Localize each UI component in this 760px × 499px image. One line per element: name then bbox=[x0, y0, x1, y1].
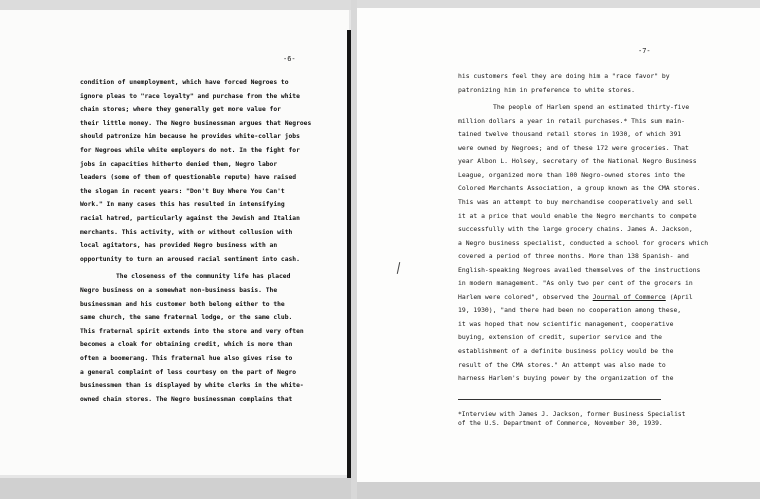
text-line: racial hatred, particularly against the Jewish and Italian bbox=[80, 215, 300, 222]
text-line: should patronize him because he provides white-collar jobs bbox=[80, 133, 300, 141]
text-line: The closeness of the community life has placed bbox=[116, 273, 291, 281]
page-number-right: -7- bbox=[638, 47, 651, 55]
text-line-lead: Harlem were colored", observed the bbox=[458, 292, 593, 301]
text-line: his customers feel they are doing him a "race favor" by bbox=[458, 72, 670, 80]
text-line: businessmen than is displayed by white clerks in the white- bbox=[80, 382, 304, 390]
text-line: were owned by Negroes; and of these 172 were groceries. That bbox=[458, 143, 689, 152]
text-line: Work." In many cases this has resulted in intensifying bbox=[80, 201, 285, 209]
text-line: year Albon L. Holsey, secretary of the National Negro Business bbox=[458, 157, 697, 166]
text-line: establishment of a definite business policy would be the bbox=[458, 347, 674, 355]
text-line: a Negro business specialist, conducted a school for grocers which bbox=[458, 238, 709, 247]
footnote-line: *Interview with James J. Jackson, former Business Specialist bbox=[458, 411, 686, 418]
text-line: often a boomerang. This fraternal hue also gives rise to bbox=[80, 355, 293, 362]
text-line: owned chain stores. The Negro businessman complains that bbox=[80, 395, 293, 403]
text-line: buying, extension of credit, superior service and the bbox=[458, 333, 662, 342]
text-line: English-speaking Negroes availed themselves of the instructions bbox=[458, 265, 701, 274]
text-line: their little money. The Negro businessman argues that Negroes bbox=[80, 119, 312, 127]
text-line: This was an attempt to buy merchandise cooperatively and sell bbox=[458, 197, 693, 206]
text-line: harness Harlem's buying power by the organization of the bbox=[458, 374, 674, 383]
text-line: it was hoped that now scientific management, cooperative bbox=[458, 319, 674, 328]
text-line: becomes a cloak for obtaining credit, which is more than bbox=[80, 341, 293, 349]
text-line: jobs in capacities hitherto denied them, Negro labor bbox=[80, 160, 278, 168]
text-line: covered a period of three months. More than 138 Spanish- and bbox=[458, 252, 689, 261]
page-binding-shadow bbox=[347, 30, 351, 478]
text-line: Colored Merchants Association, a group known as the CMA stores. bbox=[458, 184, 701, 193]
text-line: the slogan in recent years: "Don't Buy Where You Can't bbox=[80, 187, 285, 195]
text-line: condition of unemployment, which have forced Negroes to bbox=[80, 79, 289, 86]
text-line: it at a price that would enable the Negro merchants to compete bbox=[458, 211, 697, 220]
text-line: League, organized more than 100 Negro-owned stores into the bbox=[458, 170, 686, 179]
text-line: successfully with the large grocery chains. James A. Jackson, bbox=[458, 225, 693, 234]
text-line: chain stores; where they generally get more value for bbox=[80, 106, 281, 114]
text-line bbox=[458, 293, 693, 301]
text-line: a general complaint of less courtesy on the part of Negro bbox=[80, 368, 297, 376]
text-line: opportunity to turn an aroused racial sentiment into cash. bbox=[80, 255, 300, 263]
text-line: million dollars a year in retail purchases.* This sum main- bbox=[458, 116, 686, 125]
text-line: Negro business on a somewhat non-business basis. The bbox=[80, 287, 278, 294]
journal-title: Journal of Commerce bbox=[592, 292, 666, 301]
right-page bbox=[357, 8, 760, 482]
text-line: ignore pleas to "race loyalty" and purchase from the white bbox=[80, 92, 300, 100]
text-line: for Negroes while white employers do not. In the fight for bbox=[80, 147, 300, 154]
footnote-line: of the U.S. Department of Commerce, November 30, 1939. bbox=[458, 420, 663, 427]
text-line: businessman and his customer both belong either to the bbox=[80, 300, 285, 308]
text-line: The people of Harlem spend an estimated thirty-five bbox=[493, 103, 690, 112]
text-line: result of the CMA stores." An attempt was also made to bbox=[458, 360, 666, 369]
text-line: merchants. This activity, with or without collusion with bbox=[80, 228, 293, 236]
text-line: 19, 1930), "and there had been no cooperation among these, bbox=[458, 306, 682, 315]
text-line: This fraternal spirit extends into the store and very often bbox=[80, 327, 304, 335]
text-line: local agitators, has provided Negro business with an bbox=[80, 242, 278, 250]
footnote-rule bbox=[458, 399, 661, 400]
text-line: leaders (some of them of questionable repute) have raised bbox=[80, 174, 297, 182]
text-line: in modern management. "As only two per cent of the grocers in bbox=[458, 279, 693, 288]
journal-suffix: (April bbox=[665, 292, 693, 301]
text-line: same church, the same fraternal lodge, or the same club. bbox=[80, 314, 293, 322]
page-number-left: -6- bbox=[283, 55, 296, 63]
text-line: patronizing him in preference to white stores. bbox=[458, 85, 635, 94]
text-line: tained twelve thousand retail stores in 1930, of which 391 bbox=[458, 130, 682, 139]
left-page bbox=[0, 10, 349, 475]
